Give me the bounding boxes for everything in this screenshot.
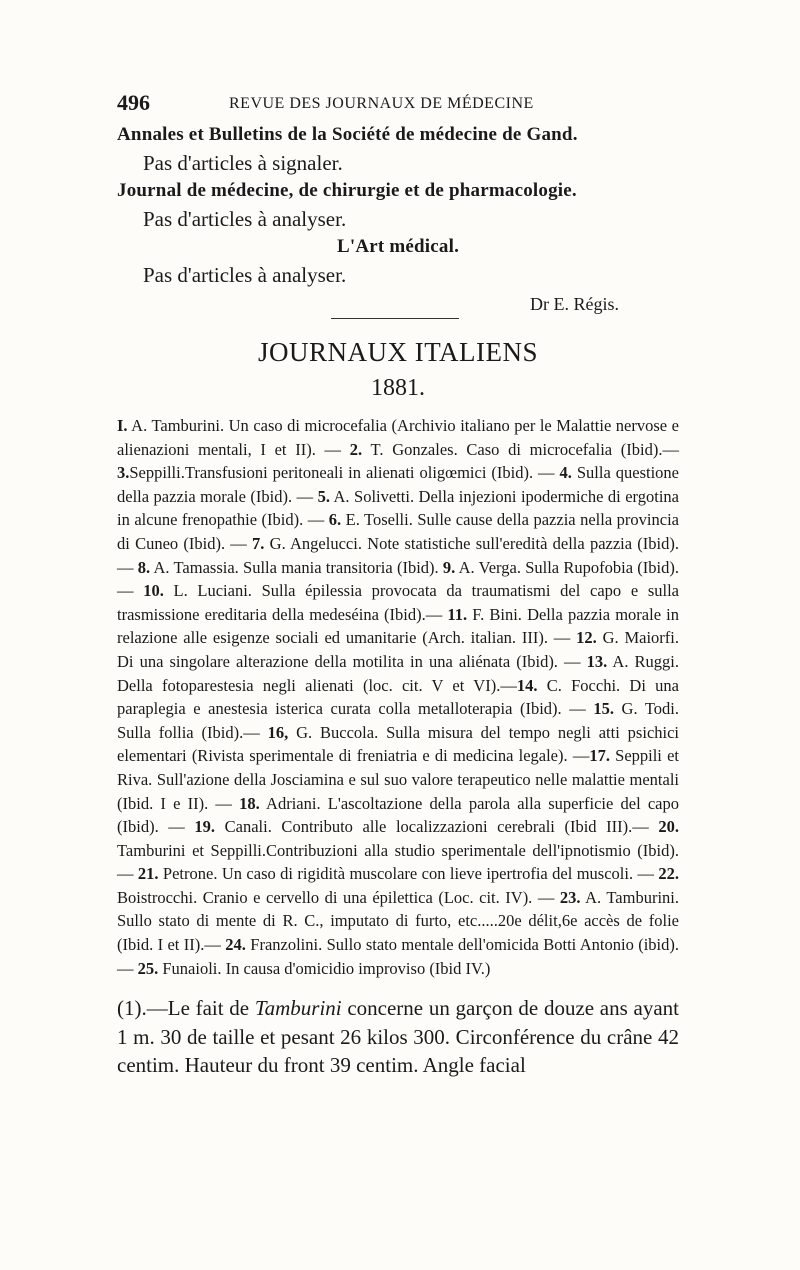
entry-number: 13. [586, 651, 608, 671]
year-heading: 1881. [371, 375, 425, 401]
section-title: Annales et Bulletins de la Société de médecine de Gand. [117, 124, 578, 145]
bibliography-entry [138, 959, 491, 978]
entry-number: 12. [576, 628, 597, 648]
section-journal [117, 178, 679, 234]
entry-number: 11. [447, 604, 468, 624]
entry-number: 4. [559, 463, 572, 483]
entry-number: 6. [328, 510, 342, 530]
entry-text: G. Todi. Sulla follia (Ibid).— [117, 699, 679, 742]
entry-number: 24. [225, 935, 246, 955]
entry-text: Boistrocchi. Cranio e cervello di una épilettica (Loc. cit. IV). — [117, 887, 560, 907]
page-header [117, 88, 679, 122]
section-art-medical [117, 234, 679, 290]
entry-text: G. Buccola. Sulla misura del tempo negli atti psichici elementari (Rivista sperimentale di freniatria e di medicina legale). — [117, 722, 680, 766]
entry-number: 16, [267, 722, 289, 742]
entry-number: 3. [117, 463, 130, 483]
footnote [117, 994, 679, 1080]
bibliography-entry [194, 817, 658, 836]
section-body: Pas d'articles à analyser. [143, 263, 347, 287]
entry-number: 25. [137, 958, 159, 978]
entry-text: G. Angelucci. Note statistiche sull'eredità della pazzia (Ibid). — [117, 533, 679, 577]
section-title: Journal de médecine, de chirurgie et de pharmacologie. [117, 180, 577, 201]
entry-number: 22. [658, 864, 680, 884]
footnote-lead: (1).—Le fait de [117, 996, 255, 1021]
bibliography-entry [117, 463, 560, 482]
entry-number: 10. [143, 581, 164, 601]
entry-text: Seppili et Riva. Sull'azione della Josciamina e sul suo valore terapeutico nelle malattie mentali (Ibid. I e II). — [117, 746, 679, 813]
entry-number: 8. [137, 557, 151, 577]
section-body: Pas d'articles à analyser. [143, 207, 347, 231]
author-signature: Dr E. Régis. [530, 294, 619, 314]
entry-text: A. Tamburini. Un caso di microcefalia (Archivio italiano per le Malattie nervose e alienazioni mentali, I et II). — [117, 416, 679, 459]
signature-row [117, 290, 679, 326]
entry-number: 19. [194, 817, 216, 837]
entry-text: A. Verga. Sulla Rupofobia (Ibid).— [117, 557, 679, 601]
entry-text: Funaioli. In causa d'omicidio improviso (Ibid IV.) [158, 958, 491, 978]
entry-text: A. Tamassia. Sulla mania transitoria (Ibid). [150, 557, 443, 577]
page [117, 88, 679, 1101]
entry-text: G. Maiorfi. Di una singolare alterazione della motilita in una aliénata (Ibid). — [117, 628, 679, 671]
entry-text: C. Focchi. Di una paraplegia e anestesia isterica curata colla metalloterapia (Ibid). — [117, 675, 679, 719]
running-title: REVUE DES JOURNAUX DE MÉDECINE [229, 95, 534, 112]
entry-number: 18. [239, 793, 260, 813]
bibliography-entry [138, 864, 658, 883]
footnote-text: concerne un garçon de douze ans ayant 1 m. 30 de taille et pesant 26 kilos 300. Circonférence du crâne 42 centim. Hauteur du front 39 centim. Angle facial [117, 996, 679, 1078]
entry-text: A. Tamburini. Sullo stato di mente di R. C., imputato di furto, etc.....20e délit,6e accès de folie (Ibid. I et II).— [117, 887, 679, 955]
entry-text: A. Solivetti. Della injezioni ipodermiche di ergotina in alcune frenopathie (Ibid). — [117, 486, 679, 530]
entry-text: F. Bini. Della pazzia morale in relazione alle esigenze sociali ed umanitarie (Arch. italian. III). — [117, 604, 679, 648]
entry-text: Petrone. Un caso di rigidità muscolare con lieve ipertrofia del muscoli. — [158, 864, 659, 884]
entry-text: Seppilli.Transfusioni peritoneali in alienati oligœmici (Ibid). — [129, 463, 560, 483]
entry-number: 14. [516, 675, 538, 695]
entry-number: 9. [442, 557, 456, 577]
entry-text: A. Ruggi. Della fotoparestesia negli alienati (loc. cit. V et VI).— [117, 651, 679, 695]
bibliography-list [117, 414, 679, 980]
section-body: Pas d'articles à signaler. [143, 151, 343, 175]
entry-number: 20. [658, 817, 679, 837]
footnote-name: Tamburini [254, 996, 342, 1021]
entry-text: E. Toselli. Sulle cause della pazzia nella provincia di Cuneo (Ibid). — [117, 510, 679, 553]
entry-number: I. [117, 416, 128, 435]
entry-text: T. Gonzales. Caso di microcefalia (Ibid).— [362, 439, 679, 459]
entry-number: 5. [317, 486, 330, 506]
entry-text: L. Luciani. Sulla épilessia provocata da traumatismi del capo e sulla trasmissione ereditaria della medeséina (Ibid).— [117, 581, 679, 624]
section-annales [117, 122, 679, 178]
divider-rule [331, 318, 459, 319]
main-title: JOURNAUX ITALIENS [257, 337, 539, 367]
entry-text: Adriani. L'ascoltazione della parola alla superficie del capo (Ibid). — [117, 793, 679, 837]
entry-text: Sulla questione della pazzia morale (Ibid). — [117, 463, 679, 506]
entry-text: Franzolini. Sullo stato mentale dell'omicida Botti Antonio (ibid). — [117, 935, 679, 978]
entry-number: 2. [349, 439, 363, 459]
entry-number: 15. [593, 699, 614, 719]
entry-number: 7. [252, 533, 265, 553]
entry-number: 23. [559, 887, 581, 907]
page-number: 496 [117, 90, 150, 115]
bibliography-entry [138, 558, 443, 577]
section-title: L'Art médical. [336, 236, 460, 257]
entry-text: Canali. Contributo alle localizzazioni cerebrali (Ibid III).— [215, 817, 659, 837]
entry-number: 17. [589, 746, 610, 766]
bibliography-entry [350, 440, 679, 459]
entry-number: 21. [137, 864, 159, 884]
entry-text: Tamburini et Seppilli.Contribuzioni alla studio sperimentale dell'ipnotismio (Ibid). — [117, 840, 679, 884]
